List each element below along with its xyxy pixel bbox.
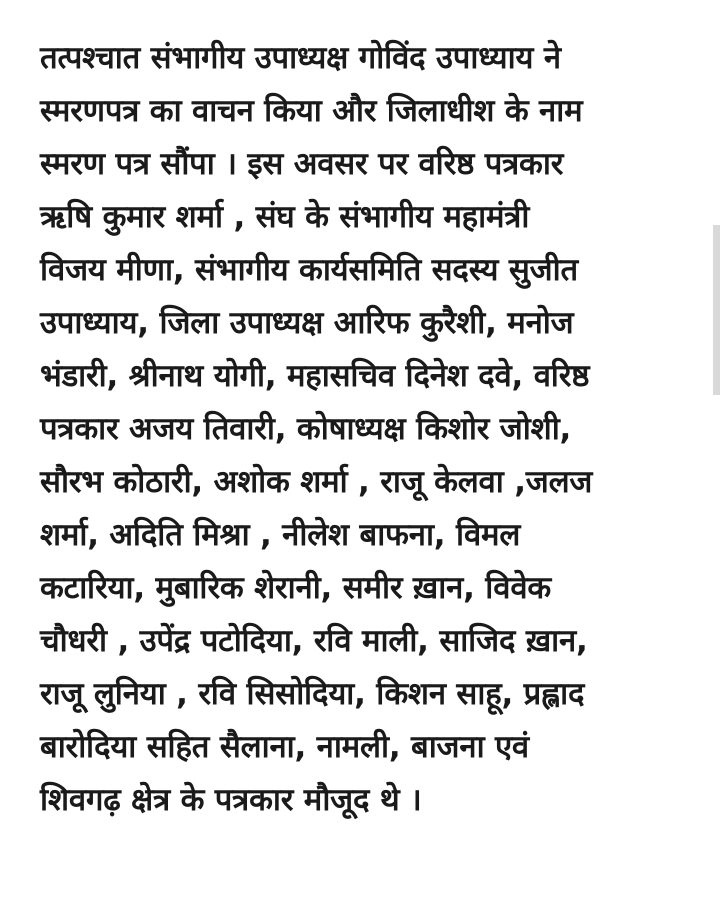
article-line: चौधरी , उपेंद्र पटोदिया, रवि माली, साजिद ख़ान, — [40, 623, 588, 659]
article-line: भंडारी, श्रीनाथ योगी, महासचिव दिनेश दवे, वरिष्ठ — [40, 358, 590, 394]
article-line: ऋषि कुमार शर्मा , संघ के संभागीय महामंत्री — [40, 199, 530, 235]
article-line: स्मरण पत्र सौंपा । इस अवसर पर वरिष्ठ पत्रकार — [40, 146, 564, 182]
article-line: तत्पश्चात संभागीय उपाध्यक्ष गोविंद उपाध्याय ने — [40, 40, 561, 76]
article-line: शिवगढ़ क्षेत्र के पत्रकार मौजूद थे । — [40, 782, 422, 818]
article-line: विजय मीणा, संभागीय कार्यसमिति सदस्य सुजीत — [40, 252, 578, 288]
article-line: उपाध्याय, जिला उपाध्यक्ष आरिफ कुरैशी, मनोज — [40, 305, 574, 341]
article-line: शर्मा, अदिति मिश्रा , नीलेश बाफना, विमल — [40, 517, 521, 553]
article-line: राजू लुनिया , रवि सिसोदिया, किशन साहू, प्रह्लाद — [40, 676, 585, 712]
article-line: स्मरणपत्र का वाचन किया और जिलाधीश के नाम — [40, 93, 583, 129]
article-line: कटारिया, मुबारिक शेरानी, समीर ख़ान, विवेक — [40, 570, 551, 606]
article-line: बारोदिया सहित सैलाना, नामली, बाजना एवं — [40, 729, 529, 765]
scrollbar-thumb[interactable] — [713, 225, 720, 395]
article-body — [40, 32, 700, 827]
article-line: पत्रकार अजय तिवारी, कोषाध्यक्ष किशोर जोशी, — [40, 411, 572, 447]
article-line: सौरभ कोठारी, अशोक शर्मा , राजू केलवा ,जलज — [40, 464, 593, 500]
